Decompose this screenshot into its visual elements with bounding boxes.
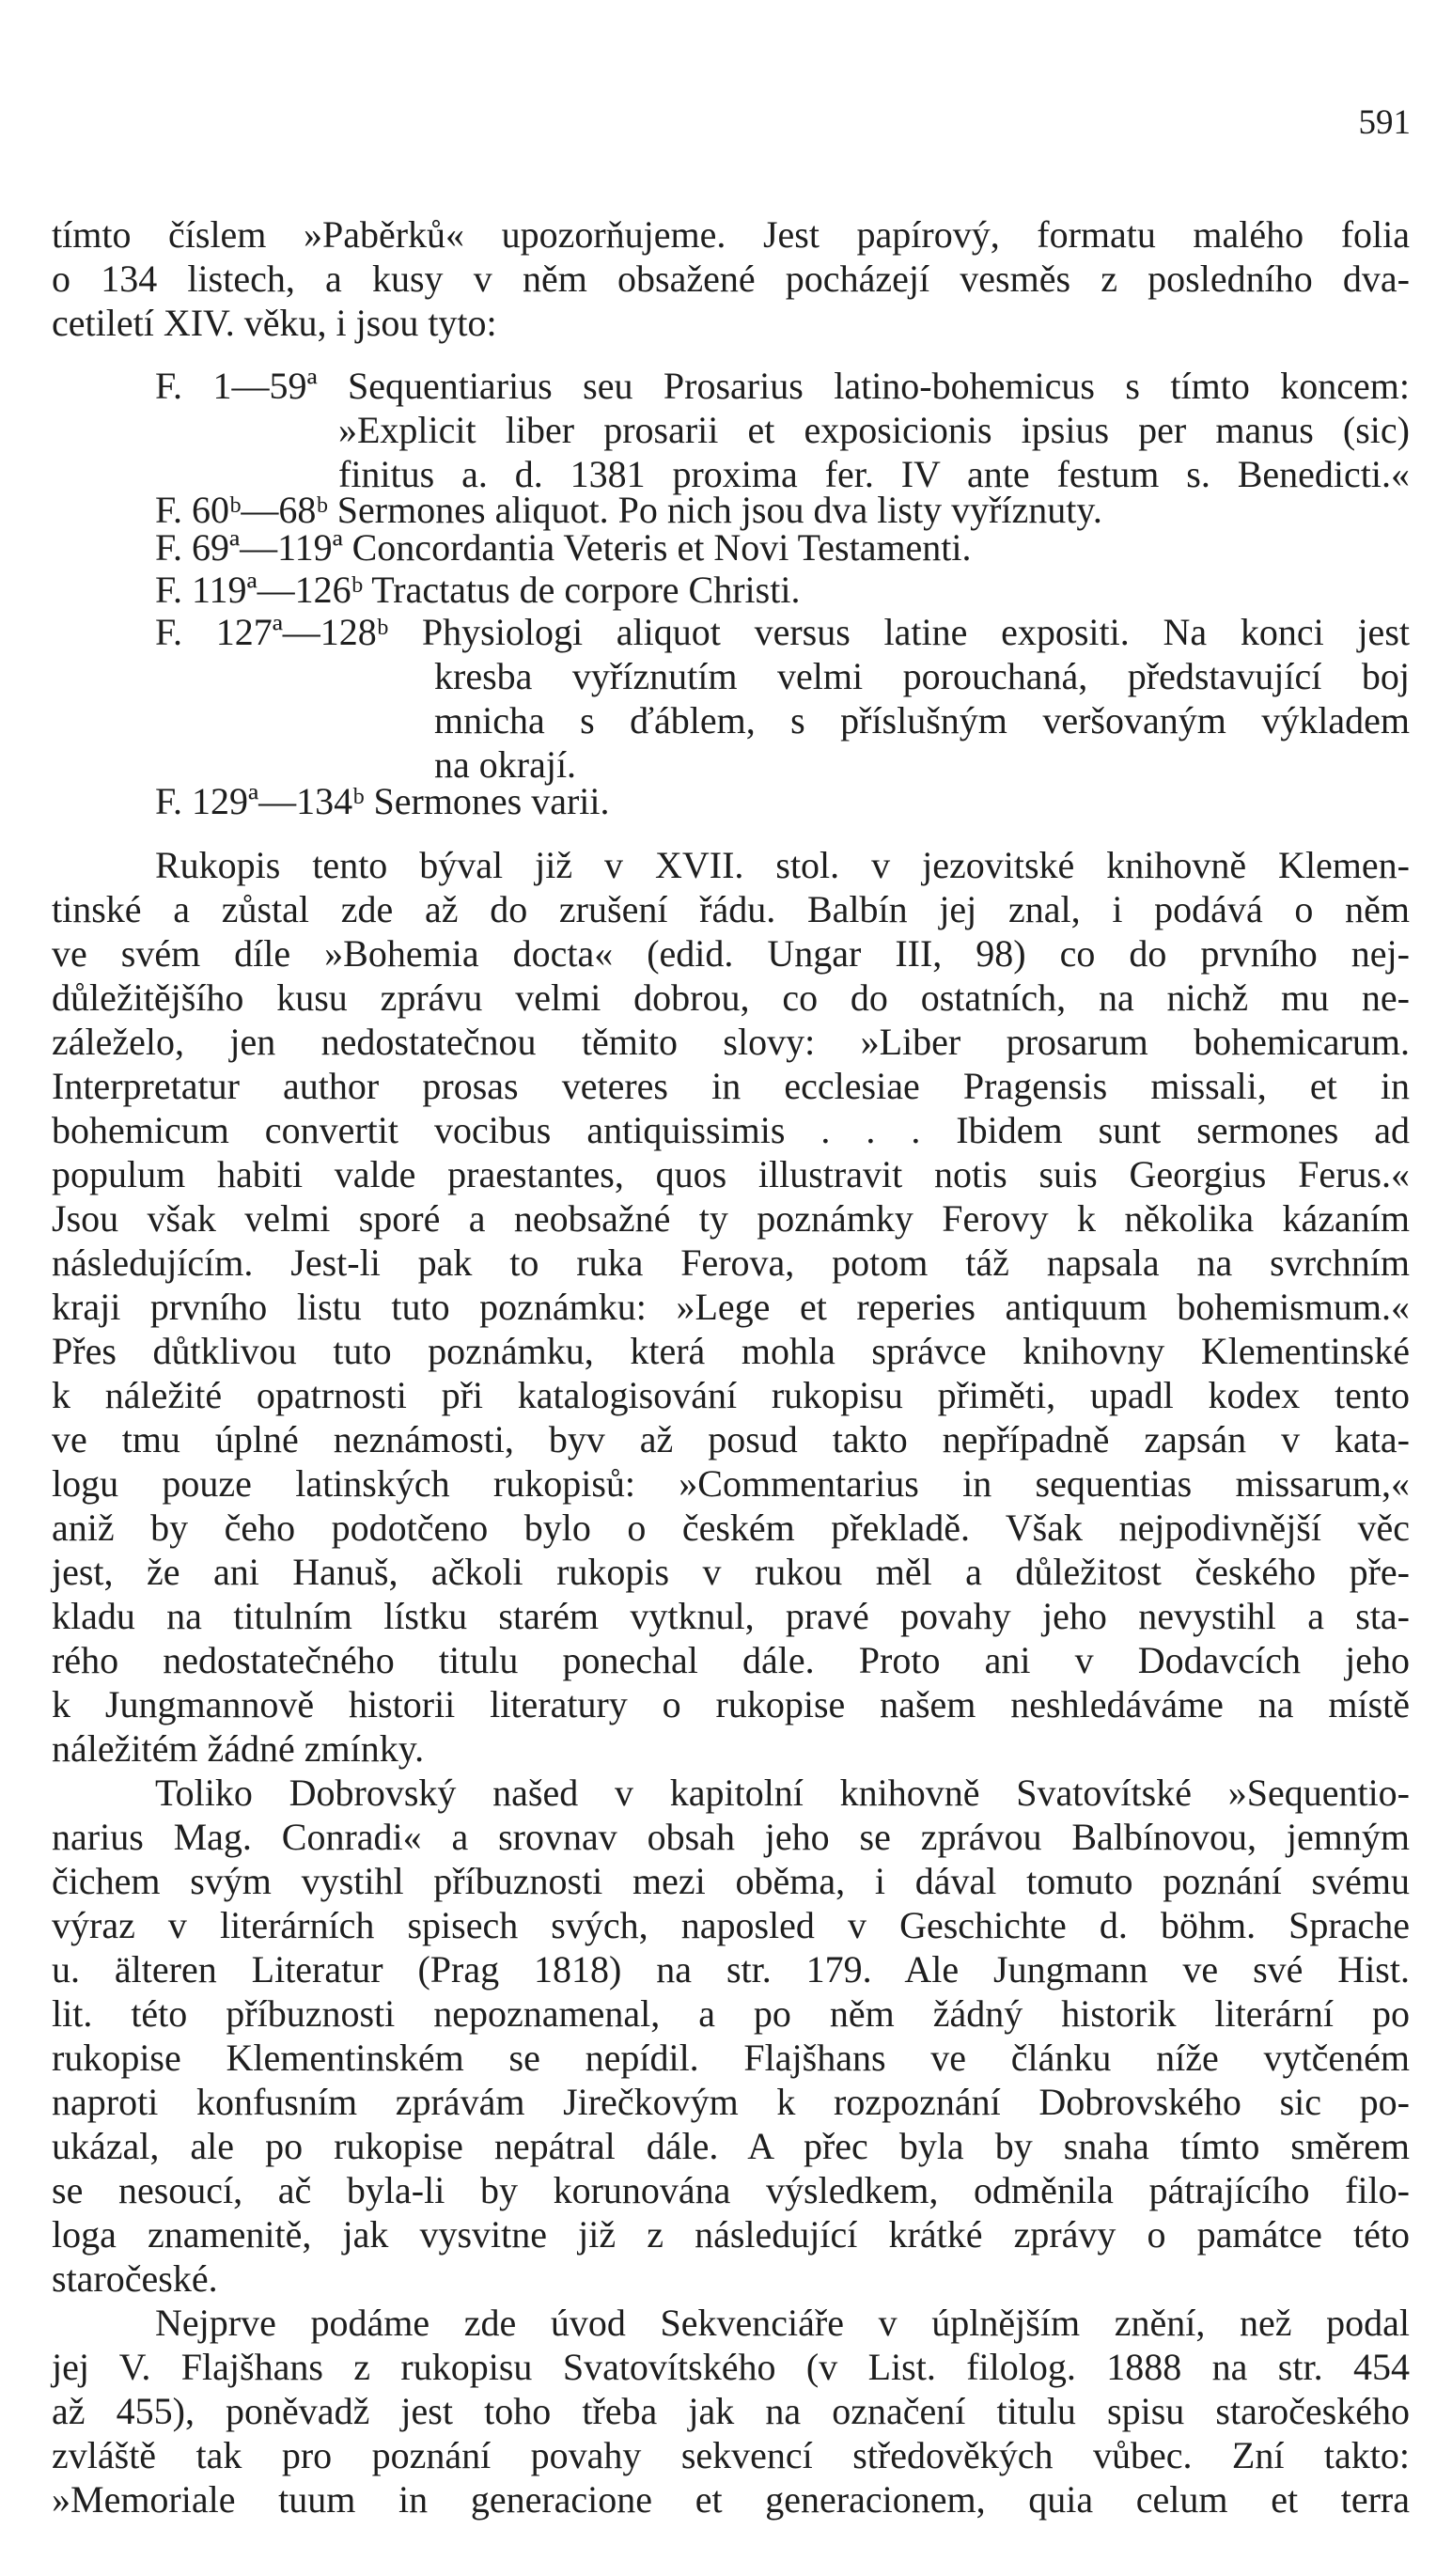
text-line: jej V. Flajšhans z rukopisu Svatovítského (v List. filolog. 1888 na str. 454 <box>52 2346 1410 2388</box>
text-line: »Explicit liber prosarii et exposicionis ipsius per manus (sic) <box>338 409 1410 451</box>
text-line: aniž by čeho podotčeno bylo o českém překladě. Však nejpodivnější věc <box>52 1507 1410 1549</box>
text-line: na okrají. <box>434 743 577 786</box>
text-line: F. 69ª—119ª Concordantia Veteris et Novi Testamenti. <box>155 526 972 569</box>
text-line: Interpretatur author prosas veteres in ecclesiae Pragensis missali, et in <box>52 1065 1410 1107</box>
text-line: se nesoucí, ač byla-li by korunována výsledkem, odměnila pátrajícího filo- <box>52 2169 1410 2211</box>
text-line: ukázal, ale po rukopise nepátral dále. A přec byla by snaha tímto směrem <box>52 2125 1410 2167</box>
text-line: ve tmu úplné neznámosti, byv až posud takto nepřípadně zapsán v kata- <box>52 1418 1410 1460</box>
text-line: F. 129ª—134ᵇ Sermones varii. <box>155 780 610 822</box>
text-line: výraz v literárních spisech svých, naposled v Geschichte d. böhm. Sprache <box>52 1904 1410 1946</box>
text-line: kraji prvního listu tuto poznámku: »Lege et reperies antiquum bohemismum.« <box>52 1286 1410 1328</box>
text-line: rého nedostatečného titulu ponechal dále. Proto ani v Dodavcích jeho <box>52 1639 1410 1681</box>
text-line: F. 60ᵇ—68ᵇ Sermones aliquot. Po nich jsou dva listy vyříznuty. <box>155 489 1102 531</box>
text-line: logu pouze latinských rukopisů: »Commentarius in sequentias missarum,« <box>52 1462 1410 1505</box>
text-line: loga znamenitě, jak vysvitne již z následující krátké zprávy o památce této <box>52 2213 1410 2256</box>
text-line: Rukopis tento býval již v XVII. stol. v jezovitské knihovně Klemen- <box>155 844 1410 886</box>
text-line: o 134 listech, a kusy v něm obsažené pocházejí vesměs z posledního dva- <box>52 258 1410 300</box>
text-line: jest, že ani Hanuš, ačkoli rukopis v rukou měl a důležitost českého pře- <box>52 1551 1410 1593</box>
text-line: k náležité opatrnosti při katalogisování rukopisu přiměti, upadl kodex tento <box>52 1374 1410 1416</box>
text-line: F. 119ª—126ᵇ Tractatus de corpore Christi. <box>155 569 801 611</box>
text-line: tímto číslem »Paběrků« upozorňujeme. Jest papírový, formatu malého folia <box>52 213 1410 256</box>
text-line: až 455), poněvadž jest toho třeba jak na označení titulu spisu staročeského <box>52 2390 1410 2432</box>
text-line: kladu na titulním lístku starém vytknul, pravé povahy jeho nevystihl a sta- <box>52 1595 1410 1637</box>
text-line: náležitém žádné zmínky. <box>52 1727 425 1770</box>
text-line: staročeské. <box>52 2257 218 2300</box>
text-line: »Memoriale tuum in generacione et generacionem, quia celum et terra <box>52 2478 1410 2521</box>
text-line: Jsou však velmi sporé a neobsažné ty poznámky Ferovy k několika kázaním <box>52 1197 1410 1240</box>
text-line: mnicha s ďáblem, s příslušným veršovaným výkladem <box>434 699 1410 742</box>
text-line: u. älteren Literatur (Prag 1818) na str. 179. Ale Jungmann ve své Hist. <box>52 1948 1410 1991</box>
text-line: důležitějšího kusu zprávu velmi dobrou, co do ostatních, na nichž mu ne- <box>52 976 1410 1019</box>
text-line: zvláště tak pro poznání povahy sekvencí středověkých vůbec. Zní takto: <box>52 2434 1410 2476</box>
text-line: kresba vyříznutím velmi porouchaná, představující boj <box>434 655 1410 697</box>
text-line: cetiletí XIV. věku, i jsou tyto: <box>52 302 497 344</box>
text-line: k Jungmannově historii literatury o rukopise našem neshledáváme na místě <box>52 1683 1410 1725</box>
text-line: ve svém díle »Bohemia docta« (edid. Ungar III, 98) co do prvního nej- <box>52 932 1410 975</box>
text-line: finitus a. d. 1381 proxima fer. IV ante festum s. Benedicti.« <box>338 453 1410 495</box>
text-line: F. 127ª—128ᵇ Physiologi aliquot versus latine expositi. Na konci jest <box>155 611 1410 653</box>
text-line: lit. této příbuznosti nepoznamenal, a po něm žádný historik literární po <box>52 1992 1410 2035</box>
text-line: následujícím. Jest-li pak to ruka Ferova, potom táž napsala na svrchním <box>52 1241 1410 1284</box>
text-line: Nejprve podáme zde úvod Sekvenciáře v úplnějším znění, než podal <box>155 2302 1410 2344</box>
text-line: F. 1—59ª Sequentiarius seu Prosarius latino-bohemicus s tímto koncem: <box>155 365 1410 407</box>
text-line: bohemicum convertit vocibus antiquissimis . . . Ibidem sunt sermones ad <box>52 1109 1410 1151</box>
text-line: tinské a zůstal zde až do zrušení řádu. Balbín jej znal, i podává o něm <box>52 888 1410 930</box>
page-number: 591 <box>1358 103 1411 142</box>
text-line: naproti konfusním zprávám Jirečkovým k rozpoznání Dobrovského sic po- <box>52 2081 1410 2123</box>
text-line: záleželo, jen nedostatečnou těmito slovy: »Liber prosarum bohemicarum. <box>52 1021 1410 1063</box>
text-line: populum habiti valde praestantes, quos illustravit notis suis Georgius Ferus.« <box>52 1153 1410 1195</box>
text-line: Přes důtklivou tuto poznámku, která mohla správce knihovny Klementinské <box>52 1330 1410 1372</box>
text-line: narius Mag. Conradi« a srovnav obsah jeho se zprávou Balbínovou, jemným <box>52 1816 1410 1858</box>
text-line: Toliko Dobrovský našed v kapitolní knihovně Svatovítské »Sequentio- <box>155 1772 1410 1814</box>
text-line: rukopise Klementinském se nepídil. Flajšhans ve článku níže vytčeném <box>52 2037 1410 2079</box>
text-line: čichem svým vystihl příbuznosti mezi oběma, i dával tomuto poznání svému <box>52 1860 1410 1902</box>
